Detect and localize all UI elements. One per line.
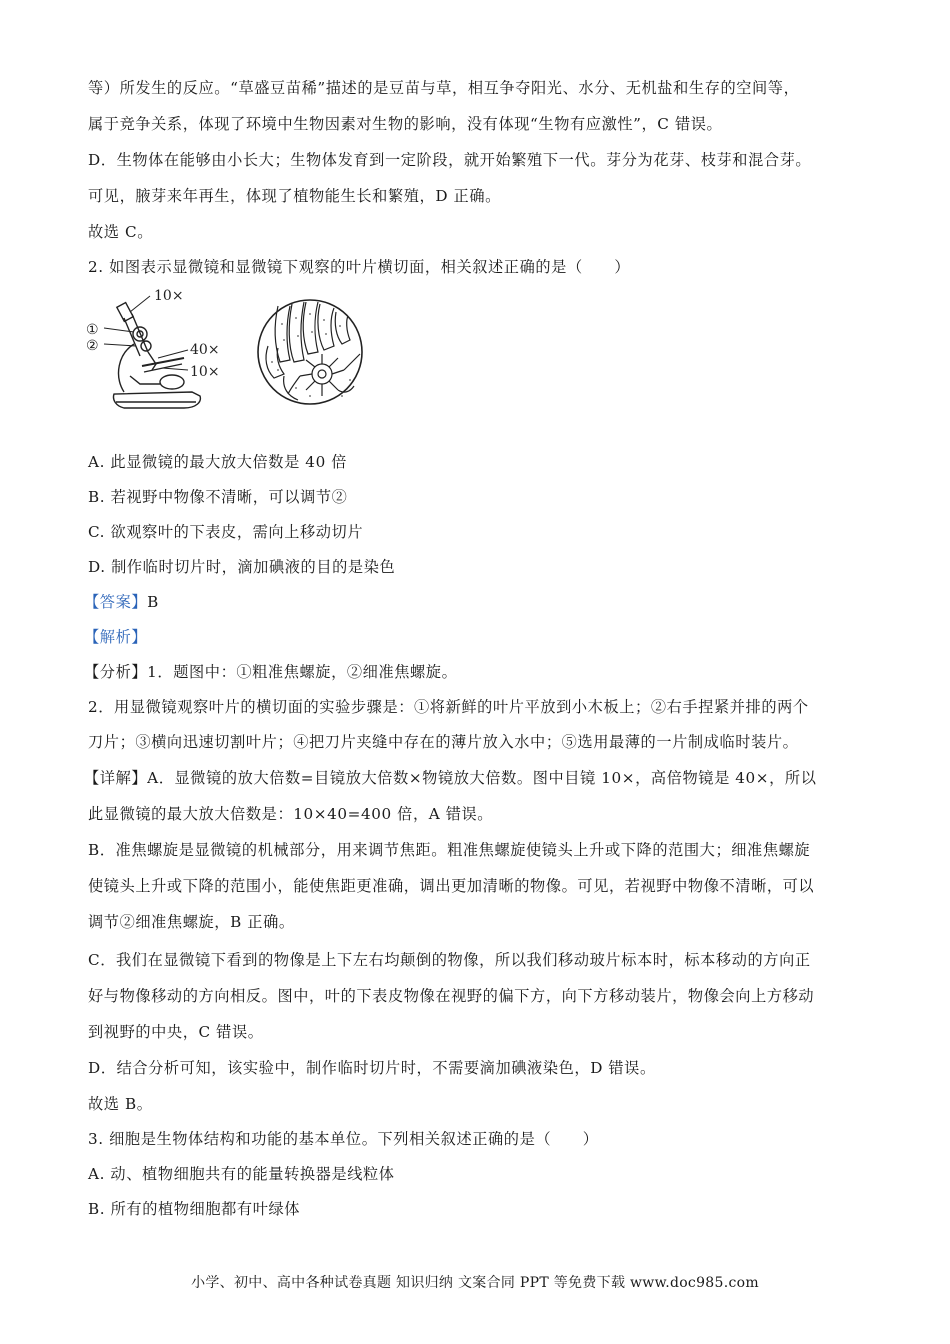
objective-high-label: 40× (190, 342, 220, 358)
answer-value: B (147, 593, 159, 611)
coarse-knob-label: ① (86, 322, 99, 338)
text-line: D．生物体在能够由小长大；生物体发育到一定阶段，就开始繁殖下一代。芽分为花芽、枝芽和混合芽。 (88, 151, 812, 169)
question-2-stem: 2. 如图表示显微镜和显微镜下观察的叶片横切面，相关叙述正确的是（ ） (88, 258, 631, 276)
text-line: C．我们在显微镜下看到的物像是上下左右均颠倒的物像，所以我们移动玻片标本时，标本移动的方向正 (88, 951, 811, 969)
option-2d: D. 制作临时切片时，滴加碘液的目的是染色 (88, 558, 396, 576)
microscope-drawing (104, 296, 200, 408)
text-line: 使镜头上升或下降的范围小，能使焦距更准确，调出更加清晰的物像。可见，若视野中物像不清晰，可以 (88, 877, 815, 895)
text-line: 故选 B。 (88, 1095, 153, 1113)
option-3a: A. 动、植物细胞共有的能量转换器是线粒体 (88, 1165, 395, 1183)
microscope-and-leaf-section-figure (84, 284, 374, 420)
text-line: 调节②细准焦螺旋，B 正确。 (88, 913, 295, 931)
text-line: 好与物像移动的方向相反。图中，叶的下表皮物像在视野的偏下方，向下方移动装片，物像会向上方移动 (88, 987, 815, 1005)
question-3-stem: 3. 细胞是生物体结构和功能的基本单位。下列相关叙述正确的是（ ） (88, 1130, 599, 1148)
option-2b: B. 若视野中物像不清晰，可以调节② (88, 488, 348, 506)
option-2a: A. 此显微镜的最大放大倍数是 40 倍 (88, 453, 348, 471)
text-line: 等）所发生的反应。“草盛豆苗稀”描述的是豆苗与草，相互争夺阳光、水分、无机盐和生存的空间等， (88, 79, 800, 97)
analysis-tag: 【解析】 (84, 628, 148, 646)
answer-line (84, 592, 159, 612)
detail-text: A．显微镜的放大倍数=目镜放大倍数×物镜放大倍数。图中目镜 10×，高倍物镜是 40×，所以 (147, 769, 817, 787)
text-line: D．结合分析可知，该实验中，制作临时切片时，不需要滴加碘液染色，D 错误。 (88, 1059, 656, 1077)
fine-knob-label: ② (86, 338, 99, 354)
option-2c: C. 欲观察叶的下表皮，需向上移动切片 (88, 523, 364, 541)
objective-low-label: 10× (190, 364, 220, 380)
text-line: 可见，腋芽来年再生，体现了植物能生长和繁殖，D 正确。 (88, 187, 501, 205)
text-line: 【分析】1．题图中：①粗准焦螺旋，②细准焦螺旋。 (84, 663, 458, 681)
leaf-cross-section-drawing (258, 300, 362, 404)
text-line: 刀片；③横向迅速切割叶片；④把刀片夹缝中存在的薄片放入水中；⑤选用最薄的一片制成临时装片。 (88, 733, 799, 751)
eyepiece-label: 10× (154, 288, 184, 304)
text-line: 属于竞争关系，体现了环境中生物因素对生物的影响，没有体现“生物有应激性”，C 错误。 (88, 115, 723, 133)
text-line: 故选 C。 (88, 223, 154, 241)
option-3b: B. 所有的植物细胞都有叶绿体 (88, 1200, 301, 1218)
detail-tag: 【详解】 (84, 769, 148, 787)
detail-line (84, 768, 817, 788)
text-line: B．准焦螺旋是显微镜的机械部分，用来调节焦距。粗准焦螺旋使镜头上升或下降的范围大；细准焦螺旋 (88, 841, 811, 859)
page-footer: 小学、初中、高中各种试卷真题 知识归纳 文案合同 PPT 等免费下载 www.doc985.com (191, 1275, 759, 1291)
text-line: 2．用显微镜观察叶片的横切面的实验步骤是：①将新鲜的叶片平放到小木板上；②右手捏紧并排的两个 (88, 698, 809, 716)
text-line: 此显微镜的最大放大倍数是：10×40=400 倍，A 错误。 (88, 805, 494, 823)
text-line: 到视野的中央，C 错误。 (88, 1023, 264, 1041)
answer-tag: 【答案】 (84, 593, 148, 611)
